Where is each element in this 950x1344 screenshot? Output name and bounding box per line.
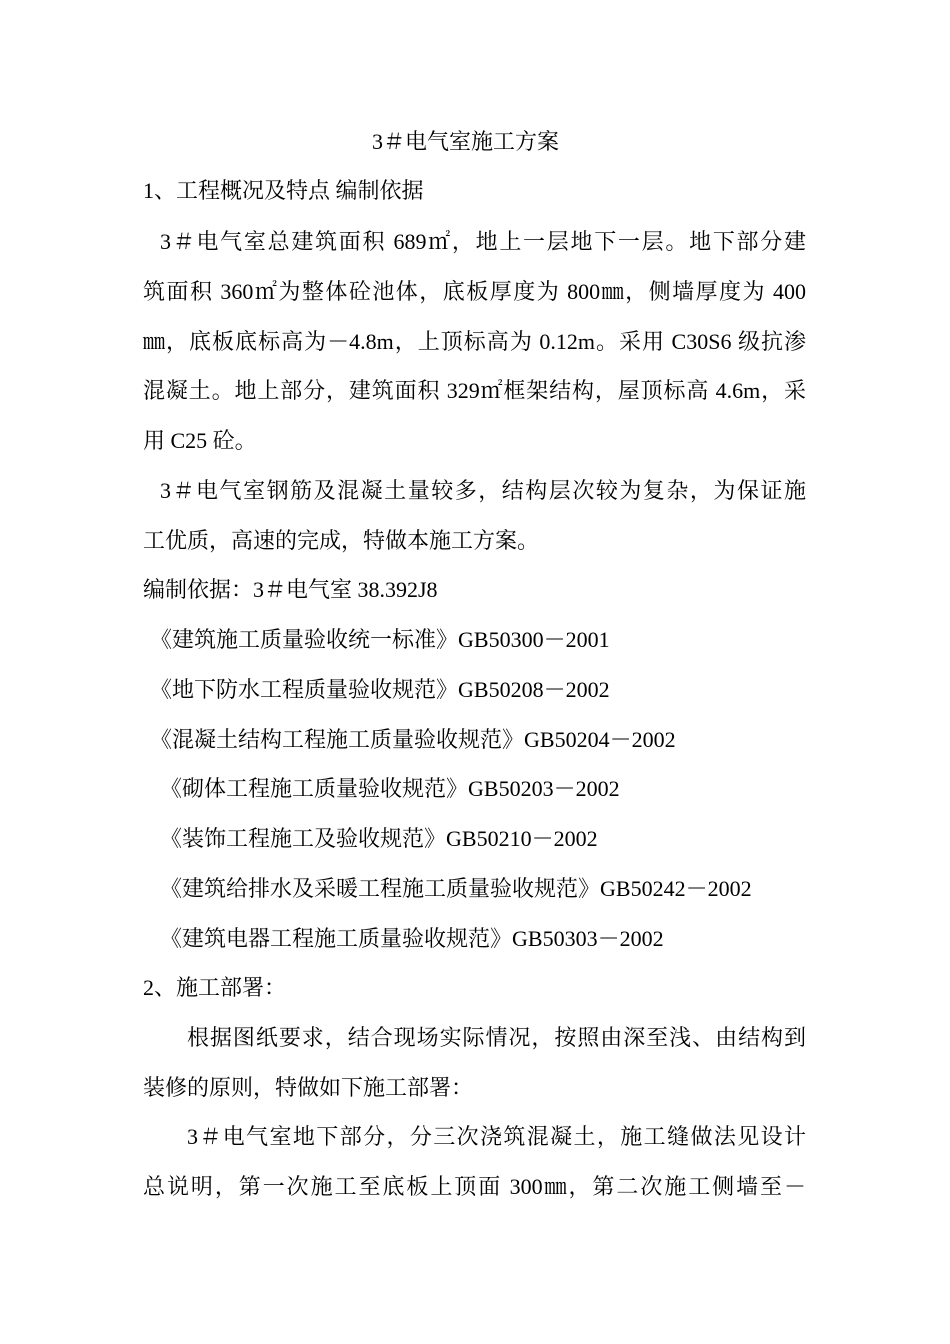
section-heading-2: 2、施工部署： xyxy=(143,975,287,1000)
paragraph-line: ㎜，底板底标高为－4.8m，上顶标高为 0.12m。采用 C30S6 级抗渗 xyxy=(143,329,806,354)
standard-item: 《装饰工程施工及验收规范》GB50210－2002 xyxy=(160,826,598,851)
paragraph-line: 用 C25 砼。 xyxy=(143,428,257,453)
standard-item: 《地下防水工程质量验收规范》GB50208－2002 xyxy=(150,677,610,702)
standard-item: 《建筑电器工程施工质量验收规范》GB50303－2002 xyxy=(160,926,664,951)
paragraph-line: 总说明，第一次施工至底板上顶面 300㎜，第二次施工侧墙至－ xyxy=(143,1174,806,1199)
paragraph-line: 混凝土。地上部分，建筑面积 329㎡框架结构，屋顶标高 4.6m，采 xyxy=(143,378,806,403)
paragraph-line: 3＃电气室地下部分，分三次浇筑混凝土，施工缝做法见设计 xyxy=(187,1124,806,1149)
paragraph-line: 装修的原则，特做如下施工部署： xyxy=(143,1075,474,1100)
standard-item: 《砌体工程施工质量验收规范》GB50203－2002 xyxy=(160,776,620,801)
paragraph-line: 筑面积 360㎡为整体砼池体，底板厚度为 800㎜，侧墙厚度为 400 xyxy=(143,279,806,304)
standard-item: 《建筑施工质量验收统一标准》GB50300－2001 xyxy=(150,627,610,652)
standard-item: 《建筑给排水及采暖工程施工质量验收规范》GB50242－2002 xyxy=(160,876,752,901)
basis-label: 编制依据：3＃电气室 38.392J8 xyxy=(143,577,438,602)
paragraph-line: 3＃电气室总建筑面积 689㎡，地上一层地下一层。地下部分建 xyxy=(160,229,806,254)
paragraph-line: 工优质，高速的完成，特做本施工方案。 xyxy=(143,528,540,553)
paragraph-line: 3＃电气室钢筋及混凝土量较多，结构层次较为复杂，为保证施 xyxy=(160,478,806,503)
standard-item: 《混凝土结构工程施工质量验收规范》GB50204－2002 xyxy=(150,727,676,752)
document-title: 3＃电气室施工方案 xyxy=(372,129,560,154)
paragraph-line: 根据图纸要求，结合现场实际情况，按照由深至浅、由结构到 xyxy=(187,1025,806,1050)
section-heading-1: 1、工程概况及特点 编制依据 xyxy=(143,178,424,203)
